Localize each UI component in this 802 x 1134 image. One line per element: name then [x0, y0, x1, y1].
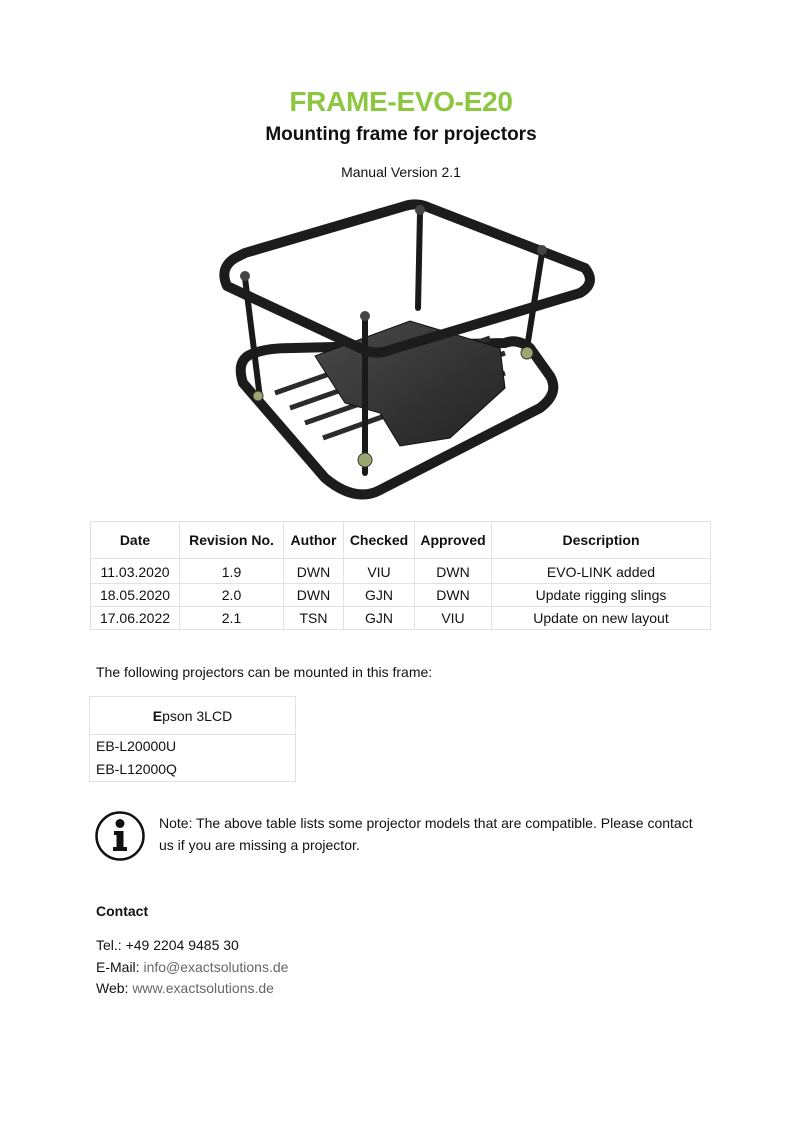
manual-version: Manual Version 2.1: [341, 164, 461, 180]
revision-table-header-row: [91, 522, 711, 559]
brand-initial: E: [152, 707, 163, 724]
cell-date: 17.06.2022: [91, 607, 180, 630]
brand-rest: pson 3LCD: [162, 707, 233, 724]
cell-approved: VIU: [415, 607, 492, 630]
web-label: Web:: [96, 980, 133, 996]
contact-phone: Tel.: +49 2204 9485 30: [96, 937, 239, 953]
compatibility-note: Note: The above table lists some projector models that are compatible. Please contact us if you are missing a projector.: [159, 815, 693, 853]
projector-brand-header: [90, 697, 296, 735]
projector-models-cell: [90, 735, 296, 782]
column-header-approved: Approved: [415, 522, 492, 559]
revision-table: [90, 521, 711, 630]
contact-email-line: [96, 957, 288, 979]
column-header-date: Date: [91, 522, 180, 559]
projector-intro-text: The following projectors can be mounted in this frame:: [96, 664, 433, 680]
cell-date: 11.03.2020: [91, 559, 180, 584]
table-row: [91, 584, 711, 607]
document-title: FRAME-EVO-E20: [289, 86, 513, 117]
cell-author: DWN: [284, 559, 344, 584]
projector-frame-illustration: [205, 198, 595, 508]
cell-revision: 1.9: [180, 559, 284, 584]
column-header-checked: Checked: [344, 522, 415, 559]
cell-description: Update on new layout: [492, 607, 711, 630]
cell-checked: GJN: [344, 584, 415, 607]
cell-revision: 2.1: [180, 607, 284, 630]
cell-author: DWN: [284, 584, 344, 607]
table-row: [91, 607, 711, 630]
column-header-author: Author: [284, 522, 344, 559]
email-link[interactable]: info@exactsolutions.de: [143, 958, 289, 975]
cell-checked: GJN: [344, 607, 415, 630]
contact-heading: Contact: [96, 903, 149, 919]
cell-approved: DWN: [415, 584, 492, 607]
cell-revision: 2.0: [180, 584, 284, 607]
cell-approved: DWN: [415, 559, 492, 584]
contact-web-line: [96, 978, 288, 1000]
projector-table: [89, 696, 296, 782]
cell-checked: VIU: [344, 559, 415, 584]
web-link[interactable]: www.exactsolutions.de: [132, 980, 274, 996]
column-header-revision: Revision No.: [180, 522, 284, 559]
table-row: [91, 559, 711, 584]
cell-description: EVO-LINK added: [492, 559, 711, 584]
list-item: EB-L12000Q: [96, 761, 177, 777]
cell-author: TSN: [284, 607, 344, 630]
document-subtitle: Mounting frame for projectors: [265, 124, 537, 145]
contact-block: [96, 935, 288, 1000]
email-label: E-Mail:: [96, 958, 144, 975]
cell-date: 18.05.2020: [91, 584, 180, 607]
list-item: EB-L20000U: [96, 738, 177, 754]
cell-description: Update rigging slings: [492, 584, 711, 607]
info-icon: [95, 811, 145, 861]
column-header-description: Description: [492, 522, 711, 559]
